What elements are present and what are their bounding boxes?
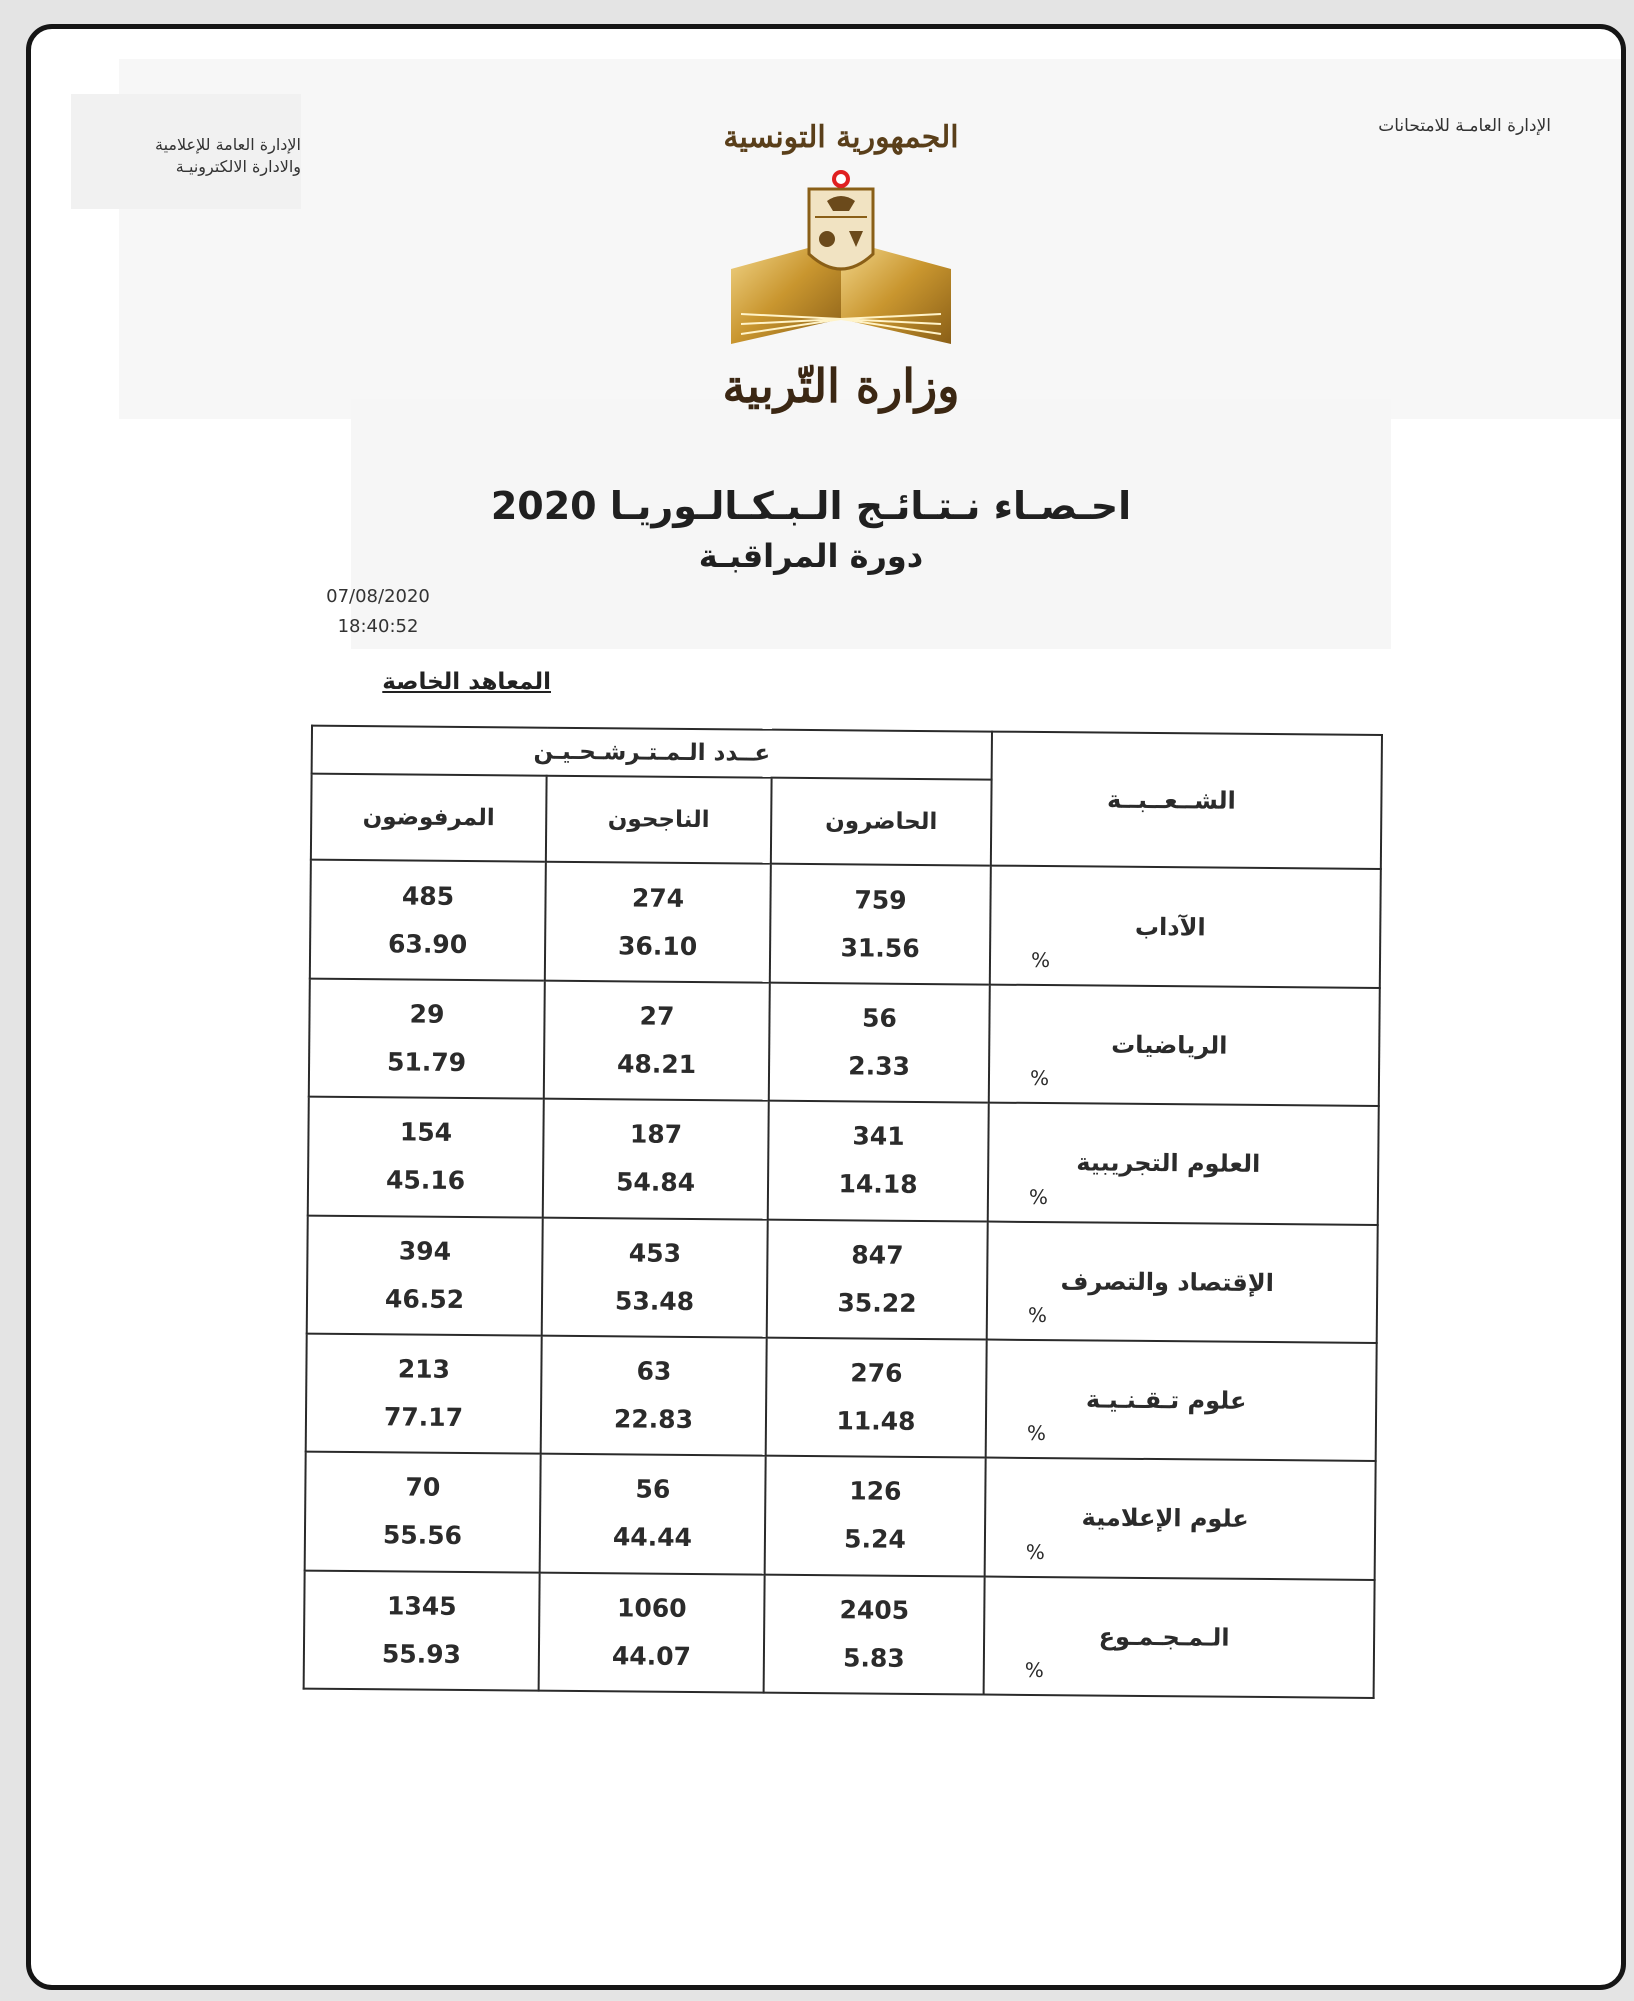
passed-count: 1060 [616,1593,687,1623]
present-cell [770,864,991,984]
present-percent: 5.24 [843,1524,906,1555]
table-row [306,1334,1377,1462]
present-percent: 11.48 [836,1406,916,1437]
republic-title: الجمهورية التونسية [723,120,959,155]
passed-cell [544,981,770,1101]
present-count: 276 [850,1358,903,1388]
field-cell [987,1221,1378,1343]
header-right-office: الإدارة العامـة للامتحانات [1378,116,1551,136]
present-cell [766,1338,987,1458]
percent-symbol: % [1030,947,1051,972]
passed-count: 453 [628,1238,682,1268]
print-date: 07/08/2020 [326,586,430,607]
passed-count: 27 [639,1001,675,1031]
rejected-percent: 51.79 [386,1047,467,1078]
percent-symbol: % [1024,1657,1044,1683]
passed-percent: 53.48 [614,1286,695,1316]
rejected-percent: 45.16 [385,1165,466,1196]
rejected-count: 485 [401,881,455,911]
field-cell [984,1576,1375,1698]
rejected-count: 1345 [386,1591,457,1621]
rejected-cell [309,978,545,1098]
rejected-percent: 46.52 [384,1284,465,1314]
present-percent: 2.33 [848,1051,911,1081]
rejected-cell [308,1097,544,1217]
passed-count: 274 [631,883,685,913]
present-cell [767,1219,988,1339]
emblem-book-icon [691,169,991,359]
percent-symbol: % [1027,1302,1048,1328]
passed-percent: 54.84 [615,1167,696,1198]
percent-symbol: % [1026,1421,1047,1446]
rejected-count: 154 [399,1117,453,1148]
passed-column-header: الناجحون [546,776,772,864]
passed-percent: 22.83 [613,1404,694,1435]
present-cell [764,1574,985,1694]
field-name: الرياضيات [1111,1030,1228,1060]
passed-cell [545,862,771,982]
rejected-cell [307,1215,543,1335]
present-cell [765,1456,986,1576]
passed-cell [542,1217,768,1337]
field-cell [989,984,1380,1106]
title-line1: احـصـاء نـتـائـج الـبـكـالـوريـا 2020 [490,484,1132,528]
rejected-column-header: المرفوضون [311,774,547,862]
passed-cell [540,1454,766,1574]
print-time: 18:40:52 [337,616,419,637]
rejected-percent: 77.17 [383,1402,464,1433]
rejected-count: 394 [398,1236,452,1266]
table-row [310,860,1381,988]
passed-percent: 44.44 [612,1522,693,1553]
present-count: 341 [852,1121,905,1152]
rejected-cell [304,1570,540,1690]
results-table [303,725,1383,1699]
passed-count: 63 [636,1356,672,1386]
rejected-count: 70 [405,1472,441,1503]
table-row [307,1215,1378,1343]
present-cell [768,1101,989,1221]
field-name: الـمـجـمـوع [1098,1622,1230,1652]
passed-count: 187 [629,1119,683,1150]
rejected-count: 213 [397,1354,451,1384]
passed-count: 56 [635,1474,671,1505]
candidates-group-header: عــدد الـمـتـرشـحـيـن [312,726,992,780]
rejected-percent: 55.56 [382,1520,463,1551]
present-percent: 5.83 [842,1643,905,1673]
present-percent: 14.18 [838,1169,918,1200]
percent-symbol: % [1029,1066,1050,1091]
rejected-cell [310,860,546,980]
field-cell [990,866,1381,988]
field-name: العلوم التجريبية [1076,1148,1261,1179]
present-percent: 31.56 [840,932,920,963]
ministry-emblem [691,114,991,424]
table-row [309,978,1380,1106]
field-cell [988,1103,1379,1225]
present-percent: 35.22 [837,1287,917,1318]
passed-cell [541,1336,767,1456]
present-count: 126 [849,1476,902,1507]
passed-percent: 44.07 [611,1641,692,1671]
rejected-cell [306,1334,542,1454]
field-name: الإقتصاد والتصرف [1060,1266,1275,1297]
present-count: 759 [854,885,907,915]
rejected-percent: 55.93 [381,1639,462,1669]
passed-percent: 36.10 [617,930,698,961]
print-timestamp [313,582,443,642]
present-count: 56 [861,1003,898,1033]
field-name: علوم الإعلامية [1081,1503,1249,1534]
field-cell [985,1458,1376,1580]
document-page [26,24,1626,1990]
header-left-line2: والادارة الالكترونيـة [175,157,301,176]
table-row [308,1097,1379,1225]
percent-symbol: % [1028,1184,1049,1209]
passed-cell [539,1572,765,1692]
section-heading: المعاهد الخاصة [382,669,551,695]
percent-symbol: % [1025,1539,1045,1564]
passed-cell [543,1099,769,1219]
table-row [304,1570,1375,1698]
passed-percent: 48.21 [616,1049,697,1080]
document-title [431,481,1191,581]
present-column-header: الحاضرون [771,778,992,866]
ministry-name: وزارة التّربية [722,359,960,413]
title-line2: دورة المراقبـة [698,537,924,575]
field-column-header: الشــعــبــة [991,732,1382,870]
present-count: 847 [851,1240,904,1270]
header-left-line1: الإدارة العامة للإعلامية [155,135,301,154]
field-cell [986,1339,1377,1461]
field-name: الآداب [1134,912,1206,942]
present-cell [769,983,990,1103]
rejected-count: 29 [409,999,445,1029]
header-left-office [81,134,301,178]
field-name: علوم تـقـنـيـة [1085,1385,1247,1415]
present-count: 2405 [839,1595,910,1625]
table-row [305,1452,1376,1580]
rejected-percent: 63.90 [387,928,468,959]
rejected-cell [305,1452,541,1572]
